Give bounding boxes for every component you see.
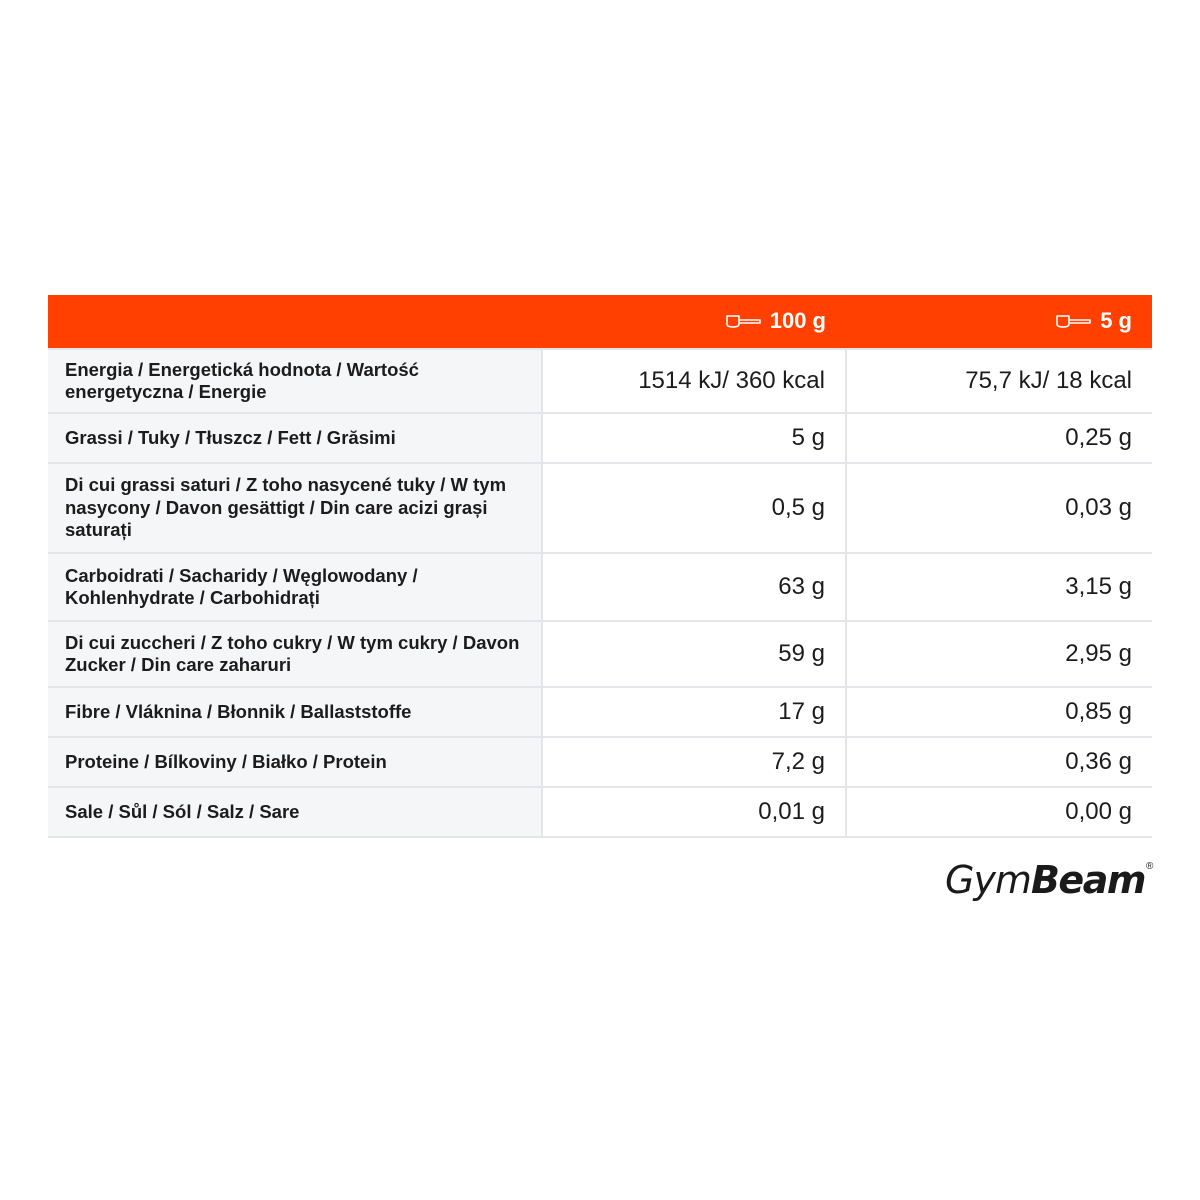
- header-per-100g-label: 100 g: [769, 307, 826, 333]
- header-per-100g: [542, 295, 846, 349]
- table-row-sugars: [48, 621, 1152, 687]
- value-per-100g: 0,5 g: [542, 463, 846, 553]
- registered-mark: ®: [1145, 861, 1154, 872]
- table-header-row: [48, 295, 1152, 349]
- row-label: Proteine / Bílkoviny / Białko / Protein: [48, 737, 542, 787]
- table-row-energy: [48, 349, 1152, 413]
- header-per-serving-label: 5 g: [1100, 307, 1132, 333]
- table-row-saturated-fat: [48, 463, 1152, 553]
- value-per-100g: 63 g: [542, 553, 846, 621]
- row-label: Grassi / Tuky / Tłuszcz / Fett / Grăsimi: [48, 413, 542, 463]
- scoop-icon: [1054, 312, 1092, 330]
- nutrition-table: [48, 295, 1152, 838]
- value-per-100g: 59 g: [542, 621, 846, 687]
- brand-logo-gym: Gym: [945, 858, 1031, 902]
- value-per-serving: 0,25 g: [846, 413, 1152, 463]
- row-label: Di cui grassi saturi / Z toho nasycené tuky / W tym nasycony / Davon gesättigt / Din care acizi grași saturați: [48, 463, 542, 553]
- brand-logo: [945, 858, 1155, 908]
- value-per-serving: 2,95 g: [846, 621, 1152, 687]
- row-label: Sale / Sůl / Sól / Salz / Sare: [48, 787, 542, 837]
- table-row-fat: [48, 413, 1152, 463]
- header-per-serving: [846, 295, 1152, 349]
- table-row-salt: [48, 787, 1152, 837]
- row-label: Carboidrati / Sacharidy / Węglowodany / Kohlenhydrate / Carbohidrați: [48, 553, 542, 621]
- brand-logo-beam: Beam: [1030, 858, 1145, 902]
- value-per-serving: 3,15 g: [846, 553, 1152, 621]
- value-per-serving: 0,85 g: [846, 687, 1152, 737]
- value-per-serving: 0,36 g: [846, 737, 1152, 787]
- value-per-serving: 0,00 g: [846, 787, 1152, 837]
- value-per-100g: 17 g: [542, 687, 846, 737]
- row-label: Di cui zuccheri / Z toho cukry / W tym cukry / Davon Zucker / Din care zaharuri: [48, 621, 542, 687]
- value-per-100g: 1514 kJ/ 360 kcal: [542, 349, 846, 413]
- value-per-100g: 7,2 g: [542, 737, 846, 787]
- header-blank-cell: [48, 295, 542, 349]
- table-row-carbohydrates: [48, 553, 1152, 621]
- table-row-fibre: [48, 687, 1152, 737]
- row-label: Energia / Energetická hodnota / Wartość energetyczna / Energie: [48, 349, 542, 413]
- row-label: Fibre / Vláknina / Błonnik / Ballaststoffe: [48, 687, 542, 737]
- value-per-serving: 0,03 g: [846, 463, 1152, 553]
- value-per-serving: 75,7 kJ/ 18 kcal: [846, 349, 1152, 413]
- value-per-100g: 0,01 g: [542, 787, 846, 837]
- table-row-protein: [48, 737, 1152, 787]
- scoop-icon: [724, 312, 762, 330]
- value-per-100g: 5 g: [542, 413, 846, 463]
